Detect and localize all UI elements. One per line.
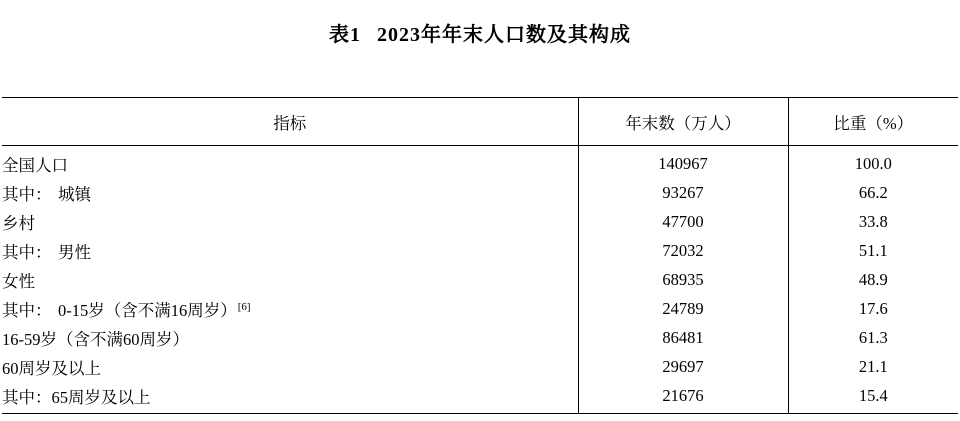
row-label: 其中：65周岁及以上 xyxy=(2,388,151,407)
cell-indicator xyxy=(2,179,578,208)
cell-share: 48.9 xyxy=(858,270,888,289)
table-row xyxy=(2,295,958,324)
table-row xyxy=(2,324,958,353)
cell-indicator xyxy=(2,266,578,295)
page-title xyxy=(0,0,960,47)
cell-year-end: 140967 xyxy=(578,146,788,179)
table-row xyxy=(2,208,958,237)
cell-share: 51.1 xyxy=(858,241,888,260)
table-container xyxy=(0,97,960,414)
cell-year-end: 24789 xyxy=(578,295,788,324)
row-label: 全国人口 xyxy=(2,156,68,175)
row-label: 男性 xyxy=(58,243,91,262)
cell-share: 15.4 xyxy=(858,386,888,405)
cell-indicator xyxy=(2,324,578,353)
cell-indicator xyxy=(2,295,578,324)
cell-year-end: 72032 xyxy=(578,237,788,266)
footnote-marker: [6] xyxy=(237,300,251,313)
row-label: 乡村 xyxy=(2,214,35,233)
row-label: 0-15岁（含不满16周岁） xyxy=(58,301,237,320)
cell-share: 17.6 xyxy=(858,299,888,318)
cell-year-end: 47700 xyxy=(578,208,788,237)
cell-indicator xyxy=(2,237,578,266)
population-table xyxy=(2,97,958,413)
table-row xyxy=(2,266,958,295)
cell-share: 61.3 xyxy=(858,328,888,347)
row-label: 60周岁及以上 xyxy=(2,359,101,378)
table-header xyxy=(2,98,958,146)
row-prefix: 其中： xyxy=(2,301,52,320)
cell-year-end: 21676 xyxy=(578,382,788,414)
cell-indicator xyxy=(2,146,578,179)
table-row xyxy=(2,382,958,414)
table-row xyxy=(2,146,958,179)
table-body xyxy=(2,146,958,414)
table-row xyxy=(2,353,958,382)
cell-indicator xyxy=(2,382,578,414)
cell-year-end: 29697 xyxy=(578,353,788,382)
cell-share: 100.0 xyxy=(854,154,892,173)
column-header-share: 比重（%） xyxy=(788,98,958,146)
table-row xyxy=(2,237,958,266)
row-label: 城镇 xyxy=(58,185,91,204)
cell-indicator xyxy=(2,353,578,382)
table-row xyxy=(2,179,958,208)
cell-share: 21.1 xyxy=(858,357,888,376)
cell-year-end: 68935 xyxy=(578,266,788,295)
table-title-text: 2023年年末人口数及其构成 xyxy=(377,24,631,46)
row-label: 16-59岁（含不满60周岁） xyxy=(2,330,189,349)
table-number: 表1 xyxy=(329,24,361,46)
row-prefix: 其中： xyxy=(2,243,52,262)
row-label: 女性 xyxy=(2,272,35,291)
cell-year-end: 86481 xyxy=(578,324,788,353)
cell-share: 66.2 xyxy=(858,183,888,202)
column-header-indicator: 指标 xyxy=(2,98,578,146)
row-prefix: 其中： xyxy=(2,185,52,204)
cell-indicator xyxy=(2,208,578,237)
table-bottom-rule xyxy=(2,413,958,414)
table-header-row xyxy=(2,98,958,146)
column-header-year-end: 年末数（万人） xyxy=(578,98,788,146)
cell-year-end: 93267 xyxy=(578,179,788,208)
cell-share: 33.8 xyxy=(858,212,888,231)
